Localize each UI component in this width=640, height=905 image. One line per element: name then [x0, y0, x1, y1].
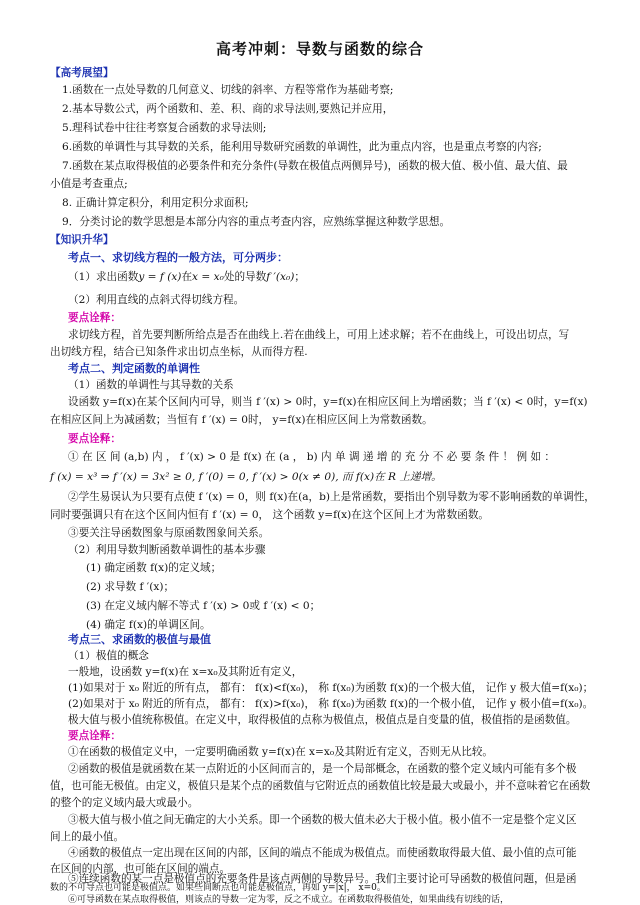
kp1-note-line: 出切线方程，结合已知条件求出切点坐标，从而得方程.: [50, 346, 308, 358]
kp3-note: ⑤连续函数的某一点是极值点的充要条件是该点两侧的导数异号。我们主要讨论可导函数的极值问题，但是函: [68, 873, 577, 885]
outlook-item: 6.函数的单调性与其导数的关系，能利用导数研究函数的单调性，此为重点内容，也是重点考察的内容;: [62, 141, 542, 153]
kp1-step2: （2）利用直线的点斜式得切线方程。: [68, 294, 245, 306]
kp2-note-formula: f (x) = x³ ⇒ f ′(x) = 3x² ≥ 0, f ′(0) = 0, f ′(x) > 0(x ≠ 0), 而 f(x)在 R 上递增。: [50, 471, 442, 483]
kp2-note: ③要关注导函数图象与原函数图象间关系。: [68, 527, 270, 539]
kp3-line: 极大值与极小值统称极值。在定义中，取得极值的点称为极值点，极值点是自变量的值，极值指的是函数值。: [68, 714, 577, 726]
kp1-step1-suffix: ；: [294, 271, 306, 283]
kp3-note: ④函数的极值点一定出现在区间的内部，区间的端点不能成为极值点。而使函数取得最大值、最小值的点可能: [68, 847, 577, 859]
kp1-eq-y-fx: y = f (x): [138, 271, 182, 283]
kp2-step: (2) 求导数 f ′(x)；: [86, 581, 175, 593]
kp2-line: 设函数 y=f(x)在某个区间内可导，则当 f ′(x) > 0时，y=f(x)在相应区间上为增函数；当 f ′(x) < 0时，y=f(x): [68, 396, 588, 408]
kp3-note: 间上的最小值。: [50, 831, 125, 843]
kp2-step: (4) 确定 f(x)的单调区间。: [86, 619, 211, 631]
kp1-eq-x0: x = x₀: [192, 271, 224, 283]
kp1-note-label: 要点诠释：: [68, 312, 121, 324]
kp1-step1-mid: 在: [181, 271, 193, 283]
kp3-line: (1)如果对于 x₀ 附近的所有点， 都有： f(x)<f(x₀)， 称 f(x₀)为函数 f(x)的一个极大值， 记作 y 极大值=f(x₀)；: [68, 682, 594, 694]
kp3-note: ②函数的极值是就函数在某一点附近的小区间而言的，是一个局部概念，在函数的整个定义域内可能有多个极: [68, 763, 577, 775]
kp3-note: 的整个的定义域内最大或最小。: [50, 797, 199, 809]
outlook-item: 8. 正确计算定积分，利用定积分求面积;: [62, 197, 249, 209]
outlook-item: 小值是考查重点;: [50, 178, 128, 190]
outlook-item: 2.基本导数公式，两个函数和、差、积、商的求导法则,要熟记并应用，: [62, 103, 394, 115]
kp3-sub1: （1）极值的概念: [68, 650, 149, 662]
kp1-step1: [68, 270, 305, 284]
kp1-step1-mid2: 处的导数: [223, 271, 267, 283]
kp2-step: (1) 确定函数 f(x)的定义域；: [86, 562, 222, 574]
kp3-note: ⑥可导函数在某点取得极值，则该点的导数一定为零，反之不成立。在函数取得极值处，如果曲线有切线的话，: [68, 895, 510, 905]
page-title: 高考冲刺：导数与函数的综合: [215, 40, 424, 58]
kp1-step1-prefix: （1）求出函数: [68, 271, 139, 283]
section-heading-outlook: 【高考展望】: [50, 67, 114, 79]
kp3-note: ①在函数的极值定义中，一定要明确函数 y=f(x)在 x=x₀及其附近有定义，否则无从比较。: [68, 746, 494, 758]
outlook-item: 5.理科试卷中往往考察复合函数的求导法则;: [62, 122, 267, 134]
kp2-note-label: 要点诠释：: [68, 433, 121, 445]
kp3-note: ③极大值与极小值之间无确定的大小关系。即一个函数的极大值未必大于极小值。极小值不一定是整个定义区: [68, 814, 577, 826]
kp1-heading: 考点一、求切线方程的一般方法，可分两步：: [68, 251, 288, 264]
kp3-heading: 考点三、求函数的极值与最值: [68, 633, 211, 646]
kp2-note: ②学生易误认为只要有点使 f ′(x) = 0，则 f(x)在(a，b)上是常函数，要指出个别导数为零不影响函数的单调性，: [68, 491, 595, 503]
kp2-note: ① 在 区 间 (a,b) 内 ， f ′(x) > 0 是 f(x) 在 (a ， b) 内 单 调 递 增 的 充 分 不 必 要 条 件 ！ 例 如 ：: [68, 451, 555, 463]
outlook-item: 9．分类讨论的数学思想是本部分内容的重点考查内容，应熟练掌握这种数学思想。: [62, 216, 451, 228]
kp1-note-line: 求切线方程，首先要判断所给点是否在曲线上.若在曲线上，可用上述求解；若不在曲线上，可设出切点，写: [68, 329, 570, 341]
kp2-step: (3) 在定义域内解不等式 f ′(x) > 0或 f ′(x) < 0；: [86, 600, 321, 612]
section-heading-upgrade: 【知识升华】: [50, 234, 114, 246]
kp3-note: 值，也可能无极值。由定义，极值只是某个点的函数值与它附近点的函数值比较是最大或最小，并不意味着它在函数: [50, 780, 591, 792]
kp3-note-label: 要点诠释：: [68, 730, 121, 742]
kp3-note: 在区间的内部，也可能在区间的端点。: [50, 863, 231, 875]
kp2-line: 在相应区间上为减函数；当恒有 f ′(x) = 0时， y=f(x)在相应区间上为常数函数。: [50, 414, 433, 426]
kp1-eq-fprime: f ′(x₀): [266, 271, 295, 283]
kp2-heading: 考点二、判定函数的单调性: [68, 362, 200, 375]
kp3-line: (2)如果对于 x₀ 附近的所有点， 都有： f(x)>f(x₀)， 称 f(x₀)为函数 f(x)的一个极小值， 记作 y 极小值=f(x₀)。: [68, 698, 594, 710]
outlook-item: 1.函数在一点处导数的几何意义、切线的斜率、方程等常作为基础考察;: [62, 84, 394, 96]
kp2-note: 同时要强调只有在这个区间内恒有 f ′(x) = 0， 这个函数 y=f(x)在这个区间上才为常数函数。: [50, 509, 490, 521]
kp3-note: 数的不可导点也可能是极值点。如果些间断点也可能是极值点，再如 y=|x|， x=0。: [50, 883, 386, 893]
kp3-line: 一般地，设函数 y=f(x)在 x=x₀及其附近有定义，: [68, 666, 303, 678]
outlook-item: 7.函数在某点取得极值的必要条件和充分条件(导数在极值点两侧异号)，函数的极大值、极小值、最大值、最: [62, 160, 568, 172]
kp2-sub2: （2）利用导数判断函数单调性的基本步骤: [68, 544, 266, 556]
kp2-sub1: （1）函数的单调性与其导数的关系: [68, 379, 234, 391]
